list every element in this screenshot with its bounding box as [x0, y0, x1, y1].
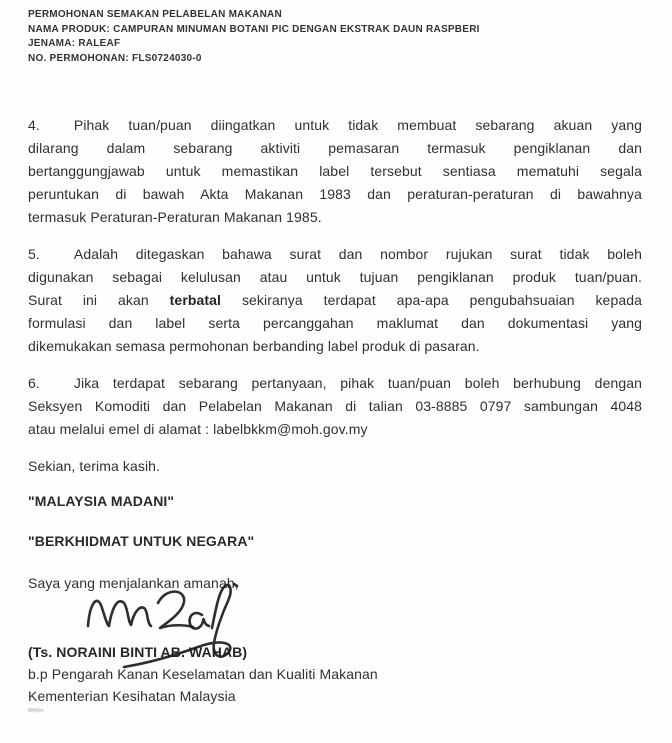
header-product-line: NAMA PRODUK: CAMPURAN MINUMAN BOTANI PIC DENGAN EKSTRAK DAUN RASPBERI — [28, 23, 480, 35]
paragraph-4-number: 4. — [28, 117, 40, 133]
paragraph-4-line-2: dilarang dalam sebarang aktiviti pemasaran termasuk pengiklanan dan — [28, 140, 642, 156]
paragraph-5-number: 5. — [28, 246, 40, 262]
paragraph-5-text-3a: Surat ini akan — [28, 292, 149, 308]
closing-thanks: Sekian, terima kasih. — [28, 458, 161, 474]
paragraph-6-line-1 — [28, 372, 642, 395]
letter-header — [28, 8, 642, 66]
paragraph-4 — [28, 114, 642, 229]
header-subject-line: PERMOHONAN SEMAKAN PELABELAN MAKANAN — [28, 9, 282, 20]
paragraph-4-line-1 — [28, 114, 642, 137]
header-brand-line: JENAMA: RALEAF — [28, 38, 121, 49]
paragraph-6-number: 6. — [28, 375, 40, 391]
paragraph-5-text-1: Adalah ditegaskan bahawa surat dan nombor rujukan surat tidak boleh — [73, 246, 642, 262]
paragraph-5-line-4: formulasi dan label serta percanggahan maklumat dan dokumentasi yang — [28, 315, 642, 331]
paragraph-4-line-3: bertanggungjawab untuk memastikan label tersebut sentiasa mematuhi segala — [28, 163, 642, 179]
paragraph-5-text-3b: sekiranya terdapat apa-apa pengubahsuaian kepada — [241, 292, 642, 308]
signoff-line: Saya yang menjalankan amanah, — [28, 575, 239, 591]
paragraph-4-line-5: termasuk Peraturan-Peraturan Makanan 1985. — [28, 209, 322, 225]
email-address: labelbkkm@moh.gov.my — [213, 421, 368, 437]
paragraph-5-line-3 — [28, 289, 642, 312]
signature-area — [28, 595, 642, 641]
signatory-title: b.p Pengarah Kanan Keselamatan dan Kualiti Makanan — [28, 666, 378, 682]
emphasis-terbatal: terbatal — [169, 292, 222, 308]
paragraph-5-line-2: digunakan sebagai kelulusan atau untuk tujuan pengiklanan produk tuan/puan. — [28, 269, 642, 285]
paragraph-4-line-4: peruntukan di bawah Akta Makanan 1983 dan peraturan-peraturan di bawahnya — [28, 186, 642, 202]
paragraph-5-line-5: dikemukakan semasa permohonan berbanding label produk di pasaran. — [28, 338, 480, 354]
email-label-text: atau melalui emel di alamat : — [28, 421, 210, 437]
typist-initials-mark: NH/bn — [28, 708, 44, 714]
paragraph-6-line-2: Seksyen Komoditi dan Pelabelan Makanan di talian 03-8885 0797 sambungan 4048 — [28, 398, 642, 414]
header-application-no-line: NO. PERMOHONAN: FLS0724030-0 — [28, 52, 202, 64]
paragraph-5-line-1 — [28, 243, 642, 266]
paragraph-6 — [28, 372, 642, 441]
signatory-name: (Ts. NORAINI BINTI AB. WAHAB) — [28, 644, 248, 660]
paragraph-6-line-3 — [28, 418, 642, 441]
slogan-malaysia-madani: "MALAYSIA MADANI" — [28, 493, 175, 509]
paragraph-6-text-1: Jika terdapat sebarang pertanyaan, pihak tuan/puan boleh berhubung dengan — [73, 375, 642, 391]
paragraph-4-text-1: Pihak tuan/puan diingatkan untuk tidak membuat sebarang akuan yang — [73, 117, 642, 133]
signatory-organization: Kementerian Kesihatan Malaysia — [28, 688, 236, 704]
paragraph-5 — [28, 243, 642, 358]
slogan-berkhidmat-untuk-negara: "BERKHIDMAT UNTUK NEGARA" — [28, 533, 255, 549]
